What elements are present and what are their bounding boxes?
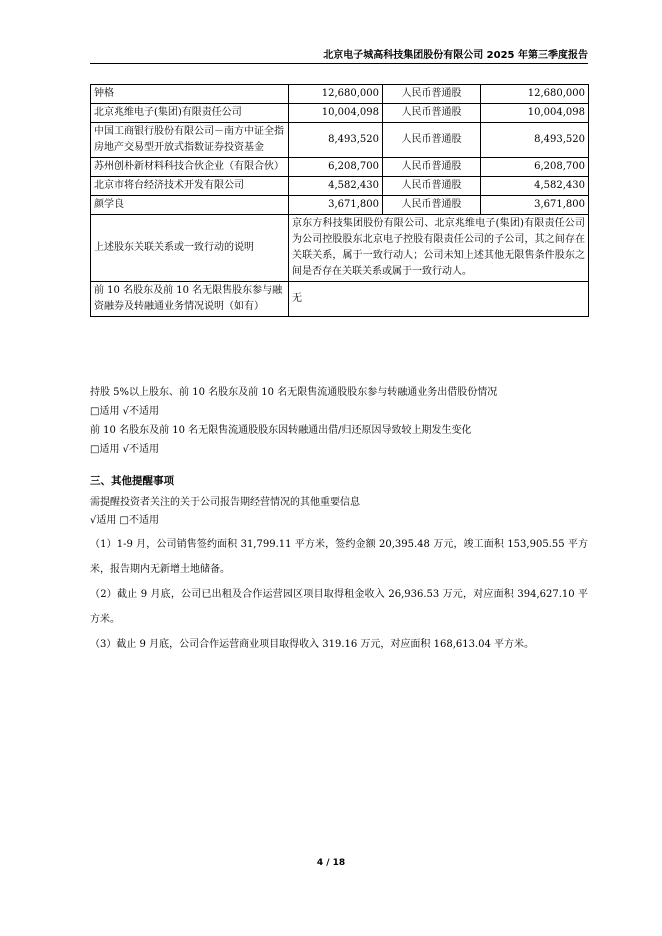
section-check: √适用 □不适用 bbox=[90, 515, 159, 526]
change-check: □适用 √不适用 bbox=[90, 444, 159, 455]
lending-notes bbox=[90, 384, 588, 460]
share-type: 人民币普通股 bbox=[383, 196, 481, 215]
paragraph-3: （3）截止 9 月底，公司合作运营商业项目取得收入 319.16 万元，对应面积 168,613.04 平方米。 bbox=[90, 639, 535, 650]
shares-held: 4,582,430 bbox=[289, 177, 383, 196]
table-row bbox=[91, 158, 589, 177]
table-row bbox=[91, 196, 589, 215]
table-row bbox=[91, 104, 589, 123]
section-title: 三、其他提醒事项 bbox=[90, 475, 174, 487]
lending-check: □适用 √不适用 bbox=[90, 406, 159, 417]
table-row bbox=[91, 177, 589, 196]
paragraph-1: （1）1-9 月，公司销售签约面积 31,799.11 平方米，签约金额 20,395.48 万元，竣工面积 153,905.55 平方米，报告期内无新增土地储备。 bbox=[90, 539, 588, 575]
share-type: 人民币普通股 bbox=[383, 123, 481, 158]
relation-text: 京东方科技集团股份有限公司、北京兆维电子(集团)有限责任公司为公司控股股东北京电子控股有限责任公司的子公司，其之间存在关联关系，属于一致行动人；公司未知上述其他无限售条件股东之间是否存在关联关系或属于一致行动人。 bbox=[289, 215, 589, 282]
section-other-reminders bbox=[90, 472, 588, 657]
page-header: 北京电子城高科技集团股份有限公司 2025 年第三季度报告 bbox=[90, 46, 588, 64]
share-type: 人民币普通股 bbox=[383, 177, 481, 196]
share-amount: 8,493,520 bbox=[481, 123, 589, 158]
shareholder-table bbox=[90, 84, 589, 317]
holder-name: 北京兆维电子(集团)有限责任公司 bbox=[91, 104, 289, 123]
relation-row bbox=[91, 215, 589, 282]
share-amount: 12,680,000 bbox=[481, 85, 589, 104]
paragraph-2: （2）截止 9 月底，公司已出租及合作运营园区项目取得租金收入 26,936.53 万元，对应面积 394,627.10 平方米。 bbox=[90, 589, 588, 625]
holder-name: 颜学良 bbox=[91, 196, 289, 215]
shares-held: 6,208,700 bbox=[289, 158, 383, 177]
shares-held: 3,671,800 bbox=[289, 196, 383, 215]
share-amount: 10,004,098 bbox=[481, 104, 589, 123]
share-amount: 6,208,700 bbox=[481, 158, 589, 177]
shareholder-table-body bbox=[91, 85, 589, 317]
holder-name: 苏州创朴新材料科技合伙企业（有限合伙） bbox=[91, 158, 289, 177]
table-row bbox=[91, 123, 589, 158]
share-type: 人民币普通股 bbox=[383, 104, 481, 123]
share-type: 人民币普通股 bbox=[383, 158, 481, 177]
lending-title: 持股 5%以上股东、前 10 名股东及前 10 名无限售流通股股东参与转融通业务出借股份情况 bbox=[90, 387, 498, 398]
section-intro: 需提醒投资者关注的关于公司报告期经营情况的其他重要信息 bbox=[90, 497, 360, 508]
relation-label: 上述股东关联关系或一致行动的说明 bbox=[91, 215, 289, 282]
change-title: 前 10 名股东及前 10 名无限售流通股股东因转融通出借/归还原因导致较上期发生变化 bbox=[90, 425, 472, 436]
margin-row bbox=[91, 282, 589, 317]
holder-name: 北京市将台经济技术开发有限公司 bbox=[91, 177, 289, 196]
page-number: 4 / 18 bbox=[316, 858, 346, 868]
holder-name: 中国工商银行股份有限公司－南方中证全指房地产交易型开放式指数证券投资基金 bbox=[91, 123, 289, 158]
shares-held: 10,004,098 bbox=[289, 104, 383, 123]
share-type: 人民币普通股 bbox=[383, 85, 481, 104]
table-row bbox=[91, 85, 589, 104]
share-amount: 4,582,430 bbox=[481, 177, 589, 196]
shares-held: 12,680,000 bbox=[289, 85, 383, 104]
margin-label: 前 10 名股东及前 10 名无限售股东参与融资融券及转融通业务情况说明（如有） bbox=[91, 282, 289, 317]
shares-held: 8,493,520 bbox=[289, 123, 383, 158]
share-amount: 3,671,800 bbox=[481, 196, 589, 215]
holder-name: 钟格 bbox=[91, 85, 289, 104]
margin-text: 无 bbox=[289, 282, 589, 317]
